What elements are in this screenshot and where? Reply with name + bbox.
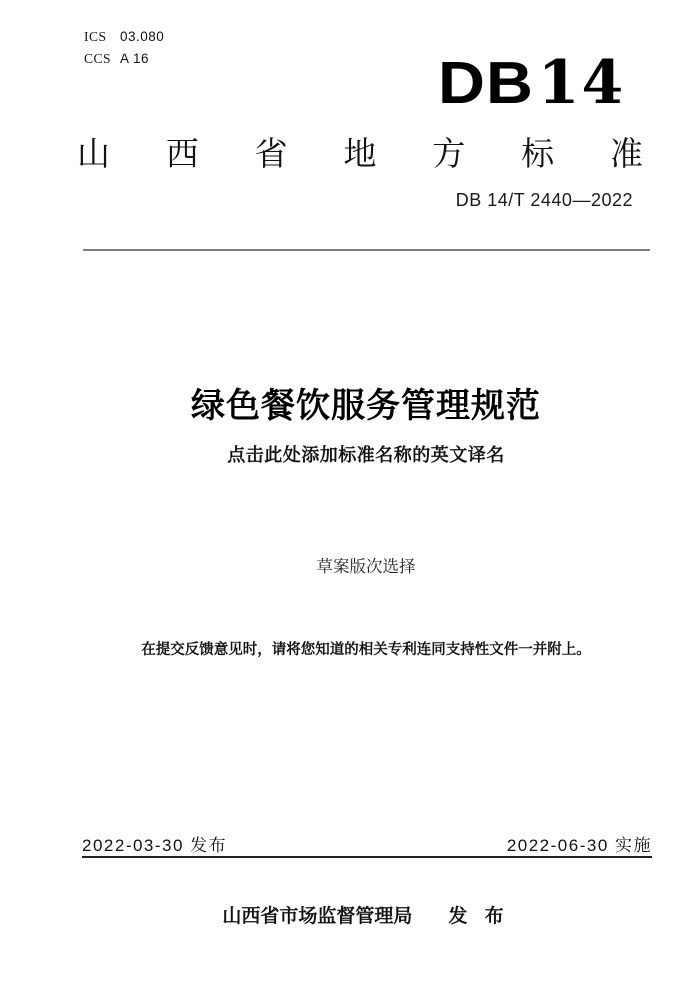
document-title: 绿色餐饮服务管理规范 [191, 387, 541, 425]
publisher-name: 山西省市场监督管理局 [222, 906, 413, 927]
header-divider-rule [83, 249, 650, 251]
standard-name-char: 山 [77, 135, 110, 172]
implementation-date: 2022-06-30 实施 [506, 836, 652, 855]
footer-divider-rule [82, 856, 652, 858]
standard-name-char: 省 [254, 135, 288, 172]
db14-logo [438, 48, 626, 118]
ccs-row [84, 48, 164, 70]
ics-row [84, 26, 164, 48]
ics-label: ICS [84, 29, 107, 44]
db-logo-number: 14 [537, 48, 626, 118]
db-logo-prefix: DB [438, 49, 535, 117]
standard-name-char: 地 [343, 135, 377, 172]
standard-name-char: 西 [165, 135, 199, 172]
standard-name-char: 标 [521, 135, 555, 172]
issue-date: 2022-03-30 发布 [82, 836, 228, 855]
ccs-value: A 16 [120, 51, 150, 66]
patent-note: 在提交反馈意见时，请将您知道的相关专利连同支持性文件一并附上。 [141, 642, 591, 658]
ccs-label: CCS [84, 51, 112, 66]
draft-version-placeholder[interactable]: 草案版次选择 [316, 557, 416, 576]
publish-label: 发 布 [448, 906, 510, 927]
standard-name-char: 准 [609, 135, 643, 172]
classification-block [84, 26, 164, 70]
footer-dates-row [82, 831, 652, 856]
standard-name-heading [77, 128, 643, 175]
publisher-row [82, 901, 650, 928]
english-title-placeholder[interactable]: 点击此处添加标准名称的英文译名 [227, 445, 505, 465]
standard-name-char: 方 [432, 135, 466, 172]
standard-number: DB 14/T 2440—2022 [455, 190, 633, 210]
ics-value: 03.080 [120, 29, 165, 44]
